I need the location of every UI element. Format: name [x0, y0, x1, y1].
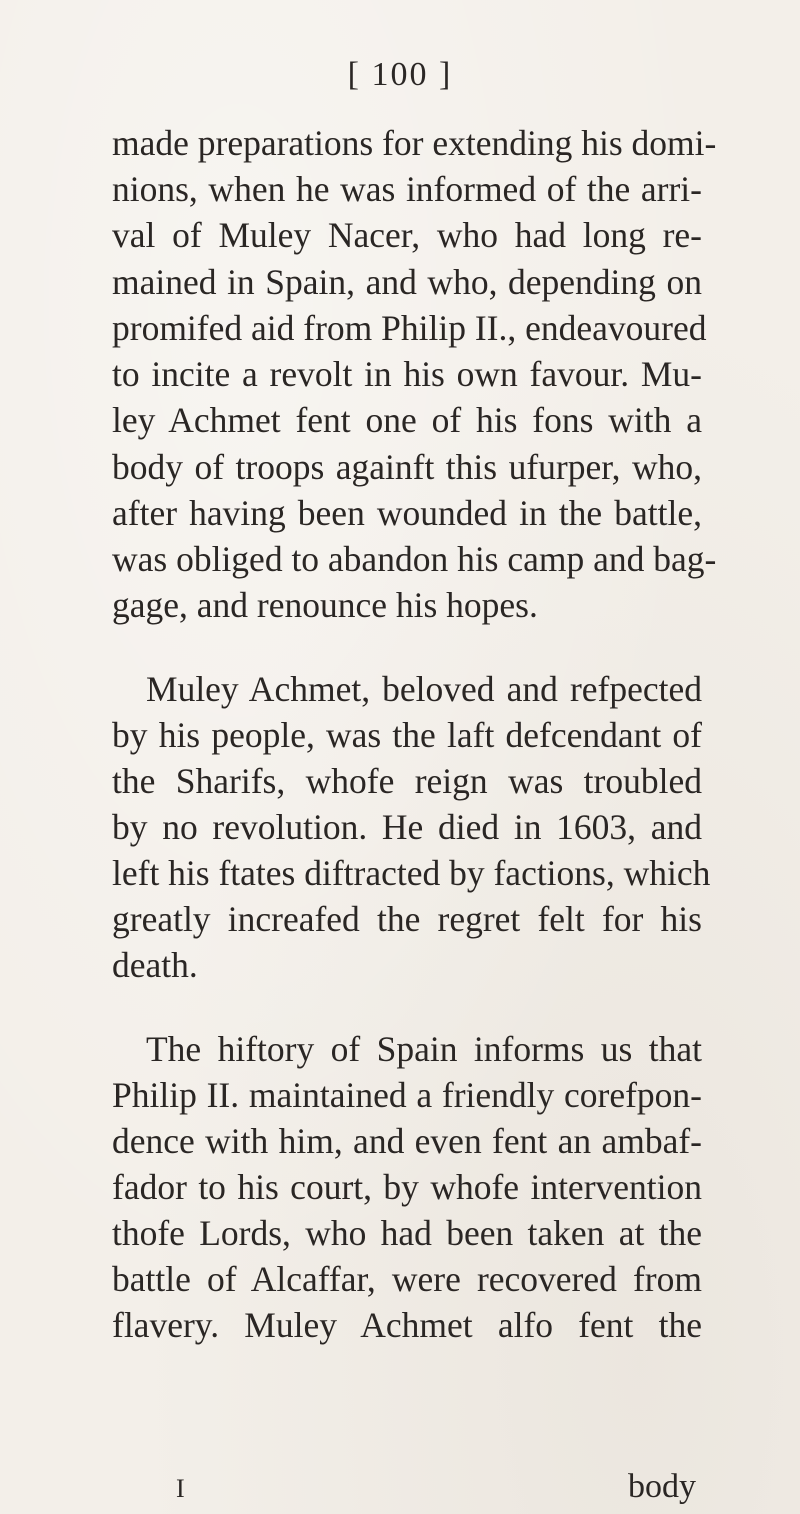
- text-line: to incite a revolt in his own favour. Mu-: [112, 354, 702, 394]
- text-line: flavery. Muley Achmet alfo fent the: [112, 1305, 702, 1345]
- page-number: [ 100 ]: [347, 56, 453, 93]
- text-line: greatly increafed the regret felt for his: [112, 899, 702, 939]
- signature-mark: I: [176, 1474, 185, 1503]
- text-line: thofe Lords, who had been taken at the: [112, 1213, 702, 1253]
- text-line: was obliged to abandon his camp and bag-: [112, 539, 717, 579]
- text-line: battle of Alcaffar, were recovered from: [112, 1259, 702, 1299]
- catchword: body: [628, 1468, 696, 1505]
- text-line: fador to his court, by whofe intervention: [112, 1167, 702, 1207]
- text-line: made preparations for extending his domi-: [112, 123, 717, 163]
- text-line: left his ftates diftracted by factions, which: [112, 853, 711, 893]
- text-line: by no revolution. He died in 1603, and: [112, 807, 702, 847]
- text-line: dence with him, and even fent an ambaf-: [112, 1121, 702, 1161]
- text-line: ley Achmet fent one of his fons with a: [112, 400, 702, 440]
- text-line: Muley Achmet, beloved and refpected: [146, 669, 702, 709]
- text-line: Philip II. maintained a friendly corefpon-: [112, 1075, 702, 1115]
- text-line: by his people, was the laft defcendant of: [112, 715, 702, 755]
- text-line: mained in Spain, and who, depending on: [112, 262, 702, 302]
- text-line: after having been wounded in the battle,: [112, 493, 702, 533]
- text-line: The hiftory of Spain informs us that: [146, 1029, 702, 1069]
- text-line: death.: [112, 945, 198, 985]
- text-line: body of troops againft this ufurper, who,: [112, 447, 702, 487]
- text-line: gage, and renounce his hopes.: [112, 585, 538, 625]
- text-line: nions, when he was informed of the arri-: [112, 169, 702, 209]
- text-line: the Sharifs, whofe reign was troubled: [112, 761, 702, 801]
- text-line: val of Muley Nacer, who had long re-: [112, 215, 702, 255]
- text-line: promifed aid from Philip II., endeavoured: [112, 308, 707, 348]
